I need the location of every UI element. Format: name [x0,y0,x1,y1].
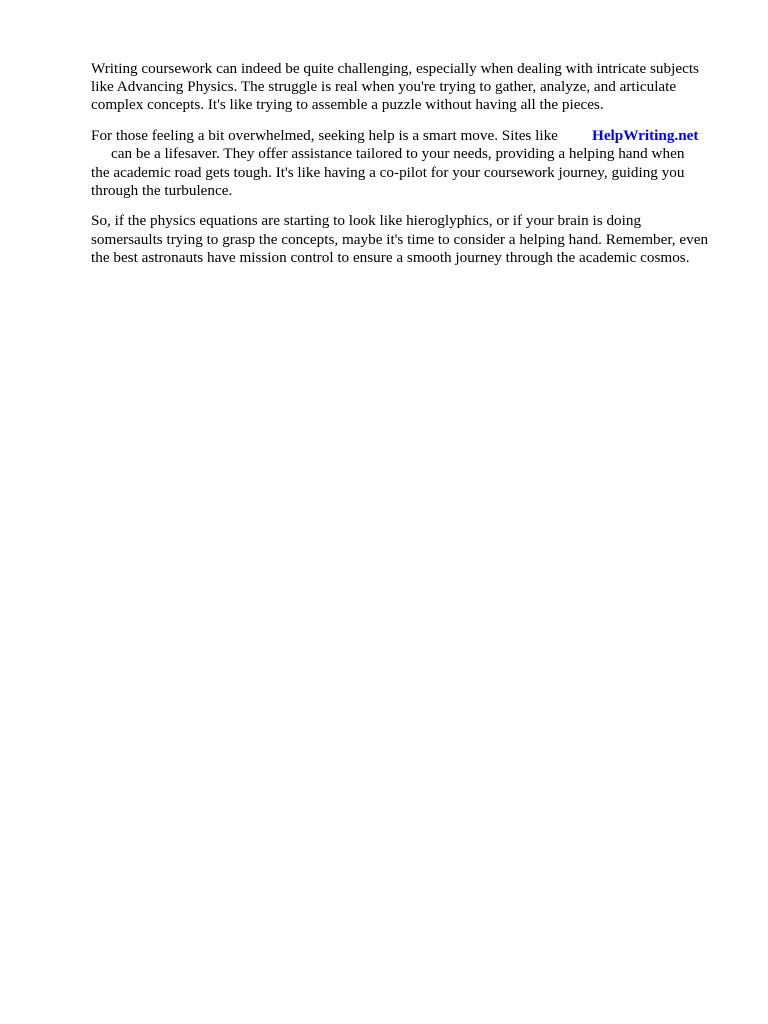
text-line-with-link [91,127,761,145]
text-line: For those feeling a bit overwhelmed, seeking help is a smart move. Sites like [91,127,558,145]
text-line: the best astronauts have mission control to ensure a smooth journey through the academic cosmos. [91,248,690,266]
paragraph-conclusion [91,212,761,267]
document-body [91,60,761,280]
text-line: like Advancing Physics. The struggle is real when you're trying to gather, analyze, and articulate [91,78,677,96]
text-line: the academic road gets tough. It's like having a co-pilot for your coursework journey, guiding you [91,163,685,181]
text-line: can be a lifesaver. They offer assistance tailored to your needs, providing a helping hand when [111,145,685,163]
helpwriting-link[interactable]: HelpWriting.net [592,127,699,145]
text-line: So, if the physics equations are starting to look like hieroglyphics, or if your brain is doing [91,212,642,230]
text-line: Writing coursework can indeed be quite challenging, especially when dealing with intricate subjects [91,60,699,77]
text-line: somersaults trying to grasp the concepts, maybe it's time to consider a helping hand. Remember, even [91,230,709,248]
text-line: through the turbulence. [91,181,233,199]
paragraph-intro [91,60,761,115]
paragraph-help [91,127,761,200]
text-line: complex concepts. It's like trying to assemble a puzzle without having all the pieces. [91,96,604,114]
